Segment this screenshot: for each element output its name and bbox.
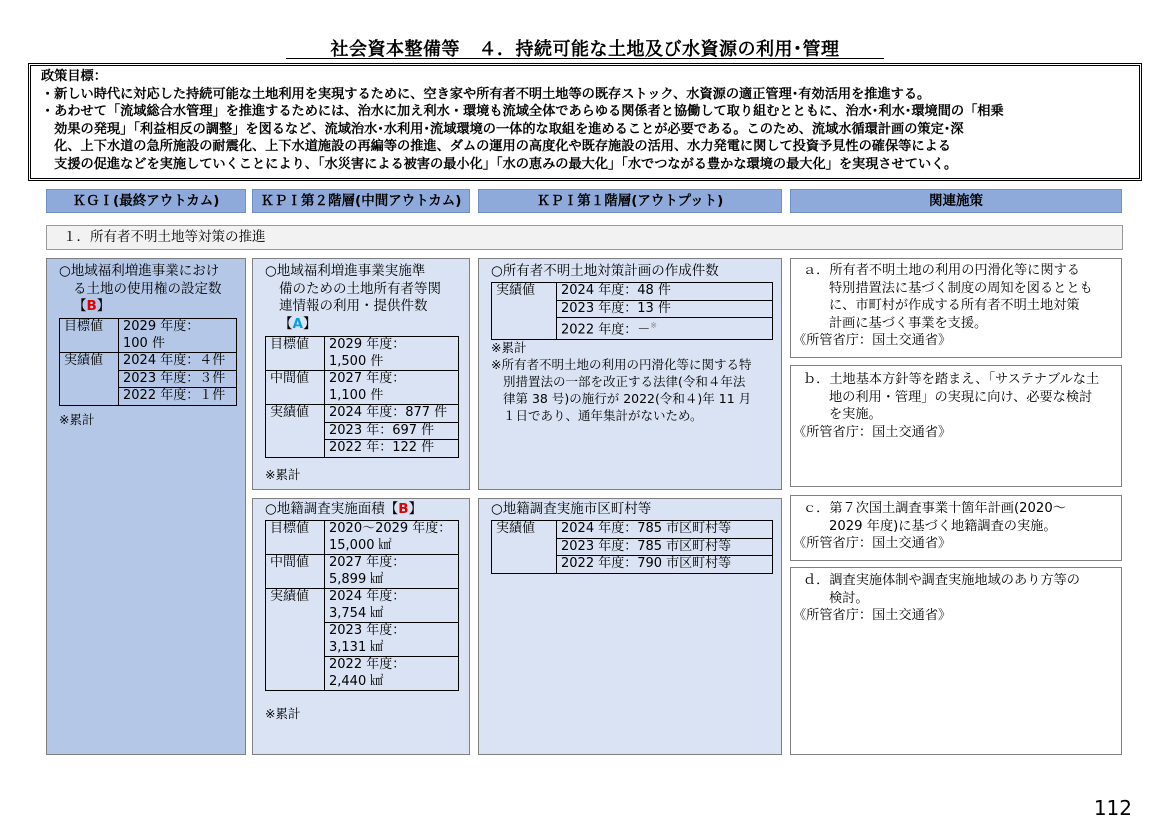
rating-badge: B xyxy=(398,501,409,517)
target-value: 2020～2029 年度： xyxy=(325,521,459,538)
target-value: 15,000 ㎢ xyxy=(325,538,459,555)
kpi1b-values-table xyxy=(491,520,773,574)
kpi1a-title: ○所有者不明土地対策計画の作成件数 xyxy=(491,263,719,279)
mid-value: 2027 年度： xyxy=(325,371,459,388)
actual-value: 2023 年度： xyxy=(325,623,459,640)
target-label: 目標値 xyxy=(60,319,119,353)
column-header-related: 関連施策 xyxy=(790,189,1122,213)
kgi-title-line: ○地域福利増進事業におけ xyxy=(59,263,220,279)
related-line: ｄ．調査実施体制や調査実施地域のあり方等の xyxy=(803,573,1080,588)
related-text xyxy=(791,262,1121,350)
kpi2a-title-line: 連情報の利用・提供件数 xyxy=(279,298,428,314)
kgi-panel xyxy=(46,258,246,755)
actual-value: 2023 年：697 件 xyxy=(325,422,459,440)
ministry-label: 《所管省庁：国土交通省》 xyxy=(793,424,952,440)
actual-value: 2022 年度：790 市区町村等 xyxy=(557,556,773,574)
related-line: 地の利用・管理」の実現に向け、必要な検討 xyxy=(829,389,1093,405)
actual-value xyxy=(557,318,773,340)
actual-value: 3,131 ㎢ xyxy=(325,640,459,657)
page-number: 112 xyxy=(1093,796,1132,820)
rating-badge: B xyxy=(86,298,97,314)
related-line: 特別措置法に基づく制度の周知を図るととも xyxy=(829,280,1093,296)
related-text xyxy=(791,572,1121,625)
related-line: を実施。 xyxy=(829,407,882,422)
kpi2b-values-table xyxy=(265,520,459,691)
column-header-kpi1: ＫＰＩ第１階層(アウトプット) xyxy=(478,189,782,213)
actual-value: 2024 年度：785 市区町村等 xyxy=(557,521,773,539)
kgi-title-line: る土地の使用権の設定数 xyxy=(73,280,222,297)
kgi-note: ※累計 xyxy=(59,412,95,427)
policy-goal-box xyxy=(28,63,1142,181)
related-measure-c xyxy=(790,495,1122,561)
kpi2b-title xyxy=(265,501,465,519)
kpi2a-title-line: ○地域福利増進事業実施準 xyxy=(265,263,426,279)
kpi2a-title xyxy=(265,263,465,333)
footnote-line: 律第 38 号)の施行が 2022(令和４)年 11 月 xyxy=(503,391,752,406)
kgi-title xyxy=(59,263,244,316)
related-line: ｃ．第７次国土調査事業十箇年計画(2020～ xyxy=(803,501,1066,516)
related-text xyxy=(791,371,1121,441)
kpi2b-note: ※累計 xyxy=(265,706,301,721)
title-underline xyxy=(286,58,884,59)
section-heading: １．所有者不明土地等対策の推進 xyxy=(46,225,1123,250)
target-value: 1,500 件 xyxy=(325,354,459,371)
actual-label: 実績値 xyxy=(60,353,119,406)
kpi1a-values-table xyxy=(491,282,773,340)
related-measure-a xyxy=(790,258,1122,358)
rating-badge: A xyxy=(292,315,303,332)
mid-label: 中間値 xyxy=(266,555,325,589)
mid-value: 1,100 件 xyxy=(325,388,459,405)
ministry-label: 《所管省庁：国土交通省》 xyxy=(793,536,952,551)
kpi2b-title-line: ○地籍調査実施面積 xyxy=(265,501,385,517)
column-header-kpi2: ＫＰＩ第２階層(中間アウトカム) xyxy=(252,189,470,213)
kpi2-panel xyxy=(252,258,470,755)
mid-value: 5,899 ㎢ xyxy=(325,572,459,589)
related-measure-d xyxy=(790,567,1122,755)
policy-line: 支援の促進などを実施していくことにより、「水災害による被害の最小化」「水の恵みの最大化」「水でつながる豊かな環境の最大化」を実現させていく。 xyxy=(41,156,958,172)
kpi2a-note: ※累計 xyxy=(265,467,301,482)
block-separator xyxy=(252,489,470,499)
target-label: 目標値 xyxy=(266,521,325,555)
actual-value: 2024 年度：877 件 xyxy=(325,405,459,423)
footnote-line: １日であり、通年集計がないため。 xyxy=(503,408,703,423)
note-mark: ※ xyxy=(650,321,657,330)
kpi1-panel xyxy=(478,258,782,755)
footnote-line: 別措置法の一部を改正する法律(令和４年法 xyxy=(503,374,746,389)
related-line: ｂ．土地基本方針等を踏まえ、「サステナブルな土 xyxy=(803,372,1100,387)
actual-label: 実績値 xyxy=(266,405,325,458)
mid-label: 中間値 xyxy=(266,371,325,405)
related-line: 計画に基づく事業を支援。 xyxy=(829,315,988,331)
block-separator xyxy=(478,489,782,499)
actual-value: 2023 年度：785 市区町村等 xyxy=(557,538,773,556)
actual-label: 実績値 xyxy=(492,521,557,574)
kpi1a-note: ※累計 xyxy=(491,340,527,355)
target-value: 2029 年度： xyxy=(119,319,237,336)
actual-label: 実績値 xyxy=(492,283,557,340)
actual-value: 3,754 ㎢ xyxy=(325,606,459,623)
policy-line: 効果の発現」「利益相反の調整」を図るなど、流域治水･水利用･流域環境の一体的な取組を進めることが必要である。このため、流域水循環計画の策定･深 xyxy=(41,121,964,137)
related-line: に、市町村が作成する所有者不明土地対策 xyxy=(829,298,1080,313)
related-measure-b xyxy=(790,365,1122,487)
related-line: 2029 年度)に基づく地籍調査の実施。 xyxy=(829,518,1057,534)
actual-value: 2023 年度：３件 xyxy=(119,370,237,388)
actual-value: 2024 年度：48 件 xyxy=(557,283,773,301)
target-value: 100 件 xyxy=(119,336,237,353)
kpi1a-footnote xyxy=(491,356,781,424)
related-line: 検討。 xyxy=(829,590,869,606)
actual-value: 2024 年度： xyxy=(325,589,459,606)
target-label: 目標値 xyxy=(266,337,325,371)
actual-label: 実績値 xyxy=(266,589,325,691)
kpi1b-title: ○地籍調査実施市区町村等 xyxy=(491,501,652,517)
ministry-label: 《所管省庁：国土交通省》 xyxy=(793,608,952,623)
column-header-kgi: ＫＧＩ(最終アウトカム) xyxy=(46,189,246,213)
policy-line: ・あわせて「流域総合水管理」を推進するためには、治水に加え利水・環境も流域全体であらゆる関係者と協働して取り組むとともに、治水･利水･環境間の「相乗 xyxy=(41,104,1004,119)
kgi-rating: 【B】 xyxy=(73,298,111,314)
kgi-values-table xyxy=(59,318,237,406)
kpi2a-values-table xyxy=(265,336,459,458)
kpi2b-rating: 【B】 xyxy=(384,501,423,517)
footnote-line: ※所有者不明土地の利用の円滑化等に関する特 xyxy=(491,357,752,372)
actual-value-text: 2022 年度：－ xyxy=(561,322,651,338)
actual-value: 2,440 ㎢ xyxy=(325,674,459,691)
kpi2a-rating: 【A】 xyxy=(279,315,317,332)
actual-value: 2023 年度：13 件 xyxy=(557,300,773,318)
kpi2a-title-line: 備のための土地所有者等関 xyxy=(279,280,441,297)
policy-line: ・新しい時代に対応した持続可能な土地利用を実現するために、空き家や所有者不明土地等の既存ストック、水資源の適正管理･有効活用を推進する。 xyxy=(41,86,931,102)
ministry-label: 《所管省庁：国土交通省》 xyxy=(793,333,952,348)
actual-value: 2024 年度：４件 xyxy=(119,353,237,371)
related-text xyxy=(791,500,1121,553)
actual-value: 2022 年度： xyxy=(325,657,459,674)
policy-line: 化、上下水道の急所施設の耐震化、上下水道施設の再編等の推進、ダムの運用の高度化や既存施設の活用、水力発電に関して投資予見性の確保等による xyxy=(41,139,951,154)
related-line: ａ．所有者不明土地の利用の円滑化等に関する xyxy=(803,263,1080,278)
actual-value: 2022 年度：１件 xyxy=(119,388,237,406)
policy-heading: 政策目標： xyxy=(41,69,107,84)
mid-value: 2027 年度： xyxy=(325,555,459,572)
target-value: 2029 年度： xyxy=(325,337,459,354)
actual-value: 2022 年：122 件 xyxy=(325,440,459,458)
page-title: 社会資本整備等 ４．持続可能な土地及び水資源の利用･管理 xyxy=(330,39,840,60)
